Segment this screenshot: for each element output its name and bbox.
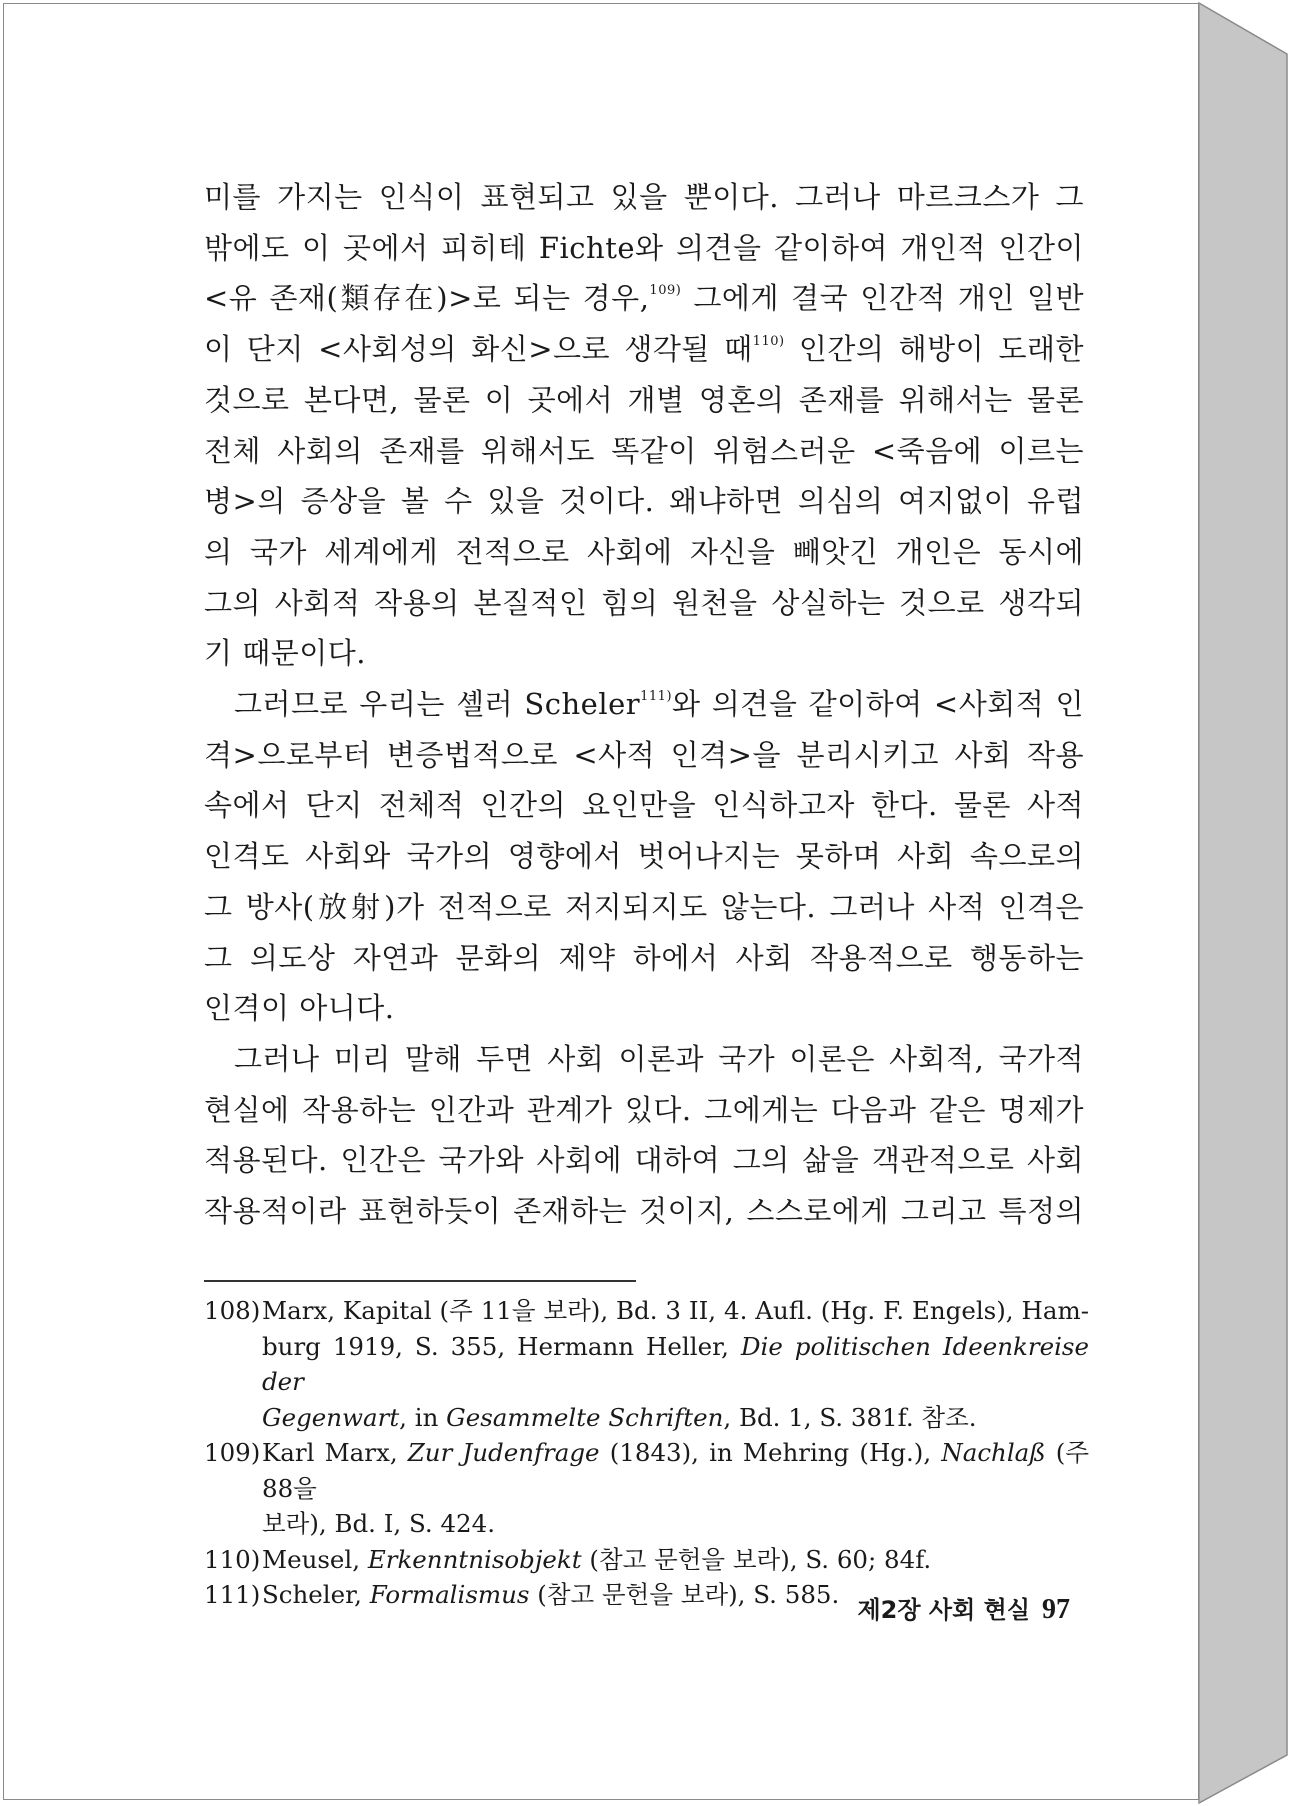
footnote-line: 보라), Bd. I, S. 424. [262, 1509, 496, 1538]
italic-title: Gesammelte Schriften [446, 1402, 724, 1432]
text-line: 병>의 증상을 볼 수 있을 것이다. 왜냐하면 의심의 여지없이 유럽 [204, 484, 1084, 519]
footnote-number: 111) [204, 1580, 261, 1609]
footnote-number: 108) [204, 1296, 261, 1325]
footnotes [204, 1293, 1089, 1613]
text-line [204, 679, 1084, 730]
text-span: 그에게 결국 인간적 개인 일반 [681, 281, 1084, 316]
footnote-number: 110) [204, 1544, 261, 1574]
text-line: 것으로 본다면, 물론 이 곳에서 개별 영혼의 존재를 위해서는 물론 [204, 382, 1084, 417]
text-line: 격>으로부터 변증법적으로 <사적 인격>을 분리시키고 사회 작용 [204, 737, 1084, 772]
text-line [204, 324, 1084, 375]
text-line: 밖에도 이 곳에서 피히테 Fichte와 의견을 같이하여 개인적 인간이 [204, 230, 1084, 265]
text-span: 이 단지 <사회성의 화신>으로 생각될 때 [204, 332, 753, 367]
text-span: (참고 문헌을 보라), S. 60; 84f. [581, 1544, 932, 1574]
text-span: , in [399, 1402, 447, 1432]
text-line: 그 의도상 자연과 문화의 제약 하에서 사회 작용적으로 행동하는 [204, 940, 1084, 975]
italic-title: Erkenntnisobjekt [367, 1544, 582, 1574]
text-line: 의 국가 세계에게 전적으로 사회에 자신을 빼앗긴 개인은 동시에 [204, 534, 1084, 569]
text-line: 그 방사(放射)가 전적으로 저지되지도 않는다. 그러나 사적 인격은 [204, 889, 1084, 924]
footnote-line: Marx, Kapital (주 11을 보라), Bd. 3 II, 4. Aufl. (Hg. F. Engels), Ham- [262, 1296, 1089, 1325]
italic-title: Nachlaß [941, 1438, 1046, 1467]
text-line: 속에서 단지 전체적 인간의 요인만을 인식하고자 한다. 물론 사적 [204, 788, 1084, 823]
page-footer [820, 1590, 1070, 1626]
footnote-rule [204, 1280, 636, 1282]
text-span: 인간의 해방이 도래한 [784, 332, 1085, 367]
footnote-body [262, 1542, 1089, 1578]
footnote-ref: 111) [640, 689, 673, 705]
footnote-109 [204, 1435, 1089, 1542]
running-chapter-title: 제2장 사회 현실 [857, 1596, 1030, 1624]
text-span: <유 존재(類存在)>로 되는 경우, [204, 281, 650, 316]
footnote-body [262, 1293, 1089, 1435]
italic-title: Die politischen Ideenkreise der [262, 1331, 1089, 1396]
footnote-line [262, 1542, 1089, 1578]
footnote-ref: 110) [752, 334, 785, 350]
italic-title: Zur Judenfrage [407, 1438, 600, 1467]
text-line: 미를 가지는 인식이 표현되고 있을 뿐이다. 그러나 마르크스가 그 [204, 180, 1084, 214]
text-line: 작용적이라 표현하듯이 존재하는 것이지, 스스로에게 그리고 특정의 [204, 1194, 1084, 1229]
text-line: 그러나 미리 말해 두면 사회 이론과 국가 이론은 사회적, 국가적 [234, 1041, 1084, 1076]
text-span: 와 의견을 같이하여 <사회적 인 [672, 687, 1085, 722]
footnote-line [262, 1400, 1089, 1436]
text-span: , Bd. 1, S. 381f. 참조. [723, 1402, 977, 1432]
text-line: 기 때문이다. [204, 636, 367, 671]
text-span: Meusel, [262, 1544, 368, 1574]
text-line: 인격이 아니다. [204, 991, 395, 1026]
text-line: 현실에 작용하는 인간과 관계가 있다. 그에게는 다음과 같은 명제가 [204, 1092, 1084, 1127]
footnote-body [262, 1435, 1089, 1542]
footnote-line [262, 1435, 1089, 1506]
text-line: 인격도 사회와 국가의 영향에서 벗어나지는 못하며 사회 속으로의 [204, 839, 1084, 874]
text-line: 그의 사회적 작용의 본질적인 힘의 원천을 상실하는 것으로 생각되 [204, 585, 1084, 620]
text-span: (참고 문헌을 보라), S. 585. [529, 1580, 840, 1609]
text-span: Scheler, [262, 1580, 370, 1609]
text-span: (주 88을 [262, 1438, 1090, 1503]
text-line: 전체 사회의 존재를 위해서도 똑같이 위험스러운 <죽음에 이르는 [204, 433, 1084, 468]
page-number: 97 [1042, 1594, 1070, 1625]
footnote-ref: 109) [649, 283, 682, 299]
text-span: burg 1919, S. 355, Hermann Heller, [262, 1331, 741, 1361]
text-line [204, 273, 1084, 324]
body-text [204, 172, 1084, 1237]
footnote-number: 109) [204, 1438, 261, 1467]
footnote-110 [204, 1542, 1089, 1578]
italic-title: Formalismus [369, 1580, 530, 1609]
footnote-108 [204, 1293, 1089, 1435]
text-line: 적용된다. 인간은 국가와 사회에 대하여 그의 삶을 객관적으로 사회 [204, 1143, 1084, 1178]
text-span: Karl Marx, [262, 1438, 408, 1467]
footnote-line [262, 1329, 1089, 1400]
text-span: (1843), in Mehring (Hg.), [599, 1438, 942, 1467]
text-span: 그러므로 우리는 셸러 Scheler [234, 687, 641, 722]
italic-title: Gegenwart [262, 1402, 400, 1432]
